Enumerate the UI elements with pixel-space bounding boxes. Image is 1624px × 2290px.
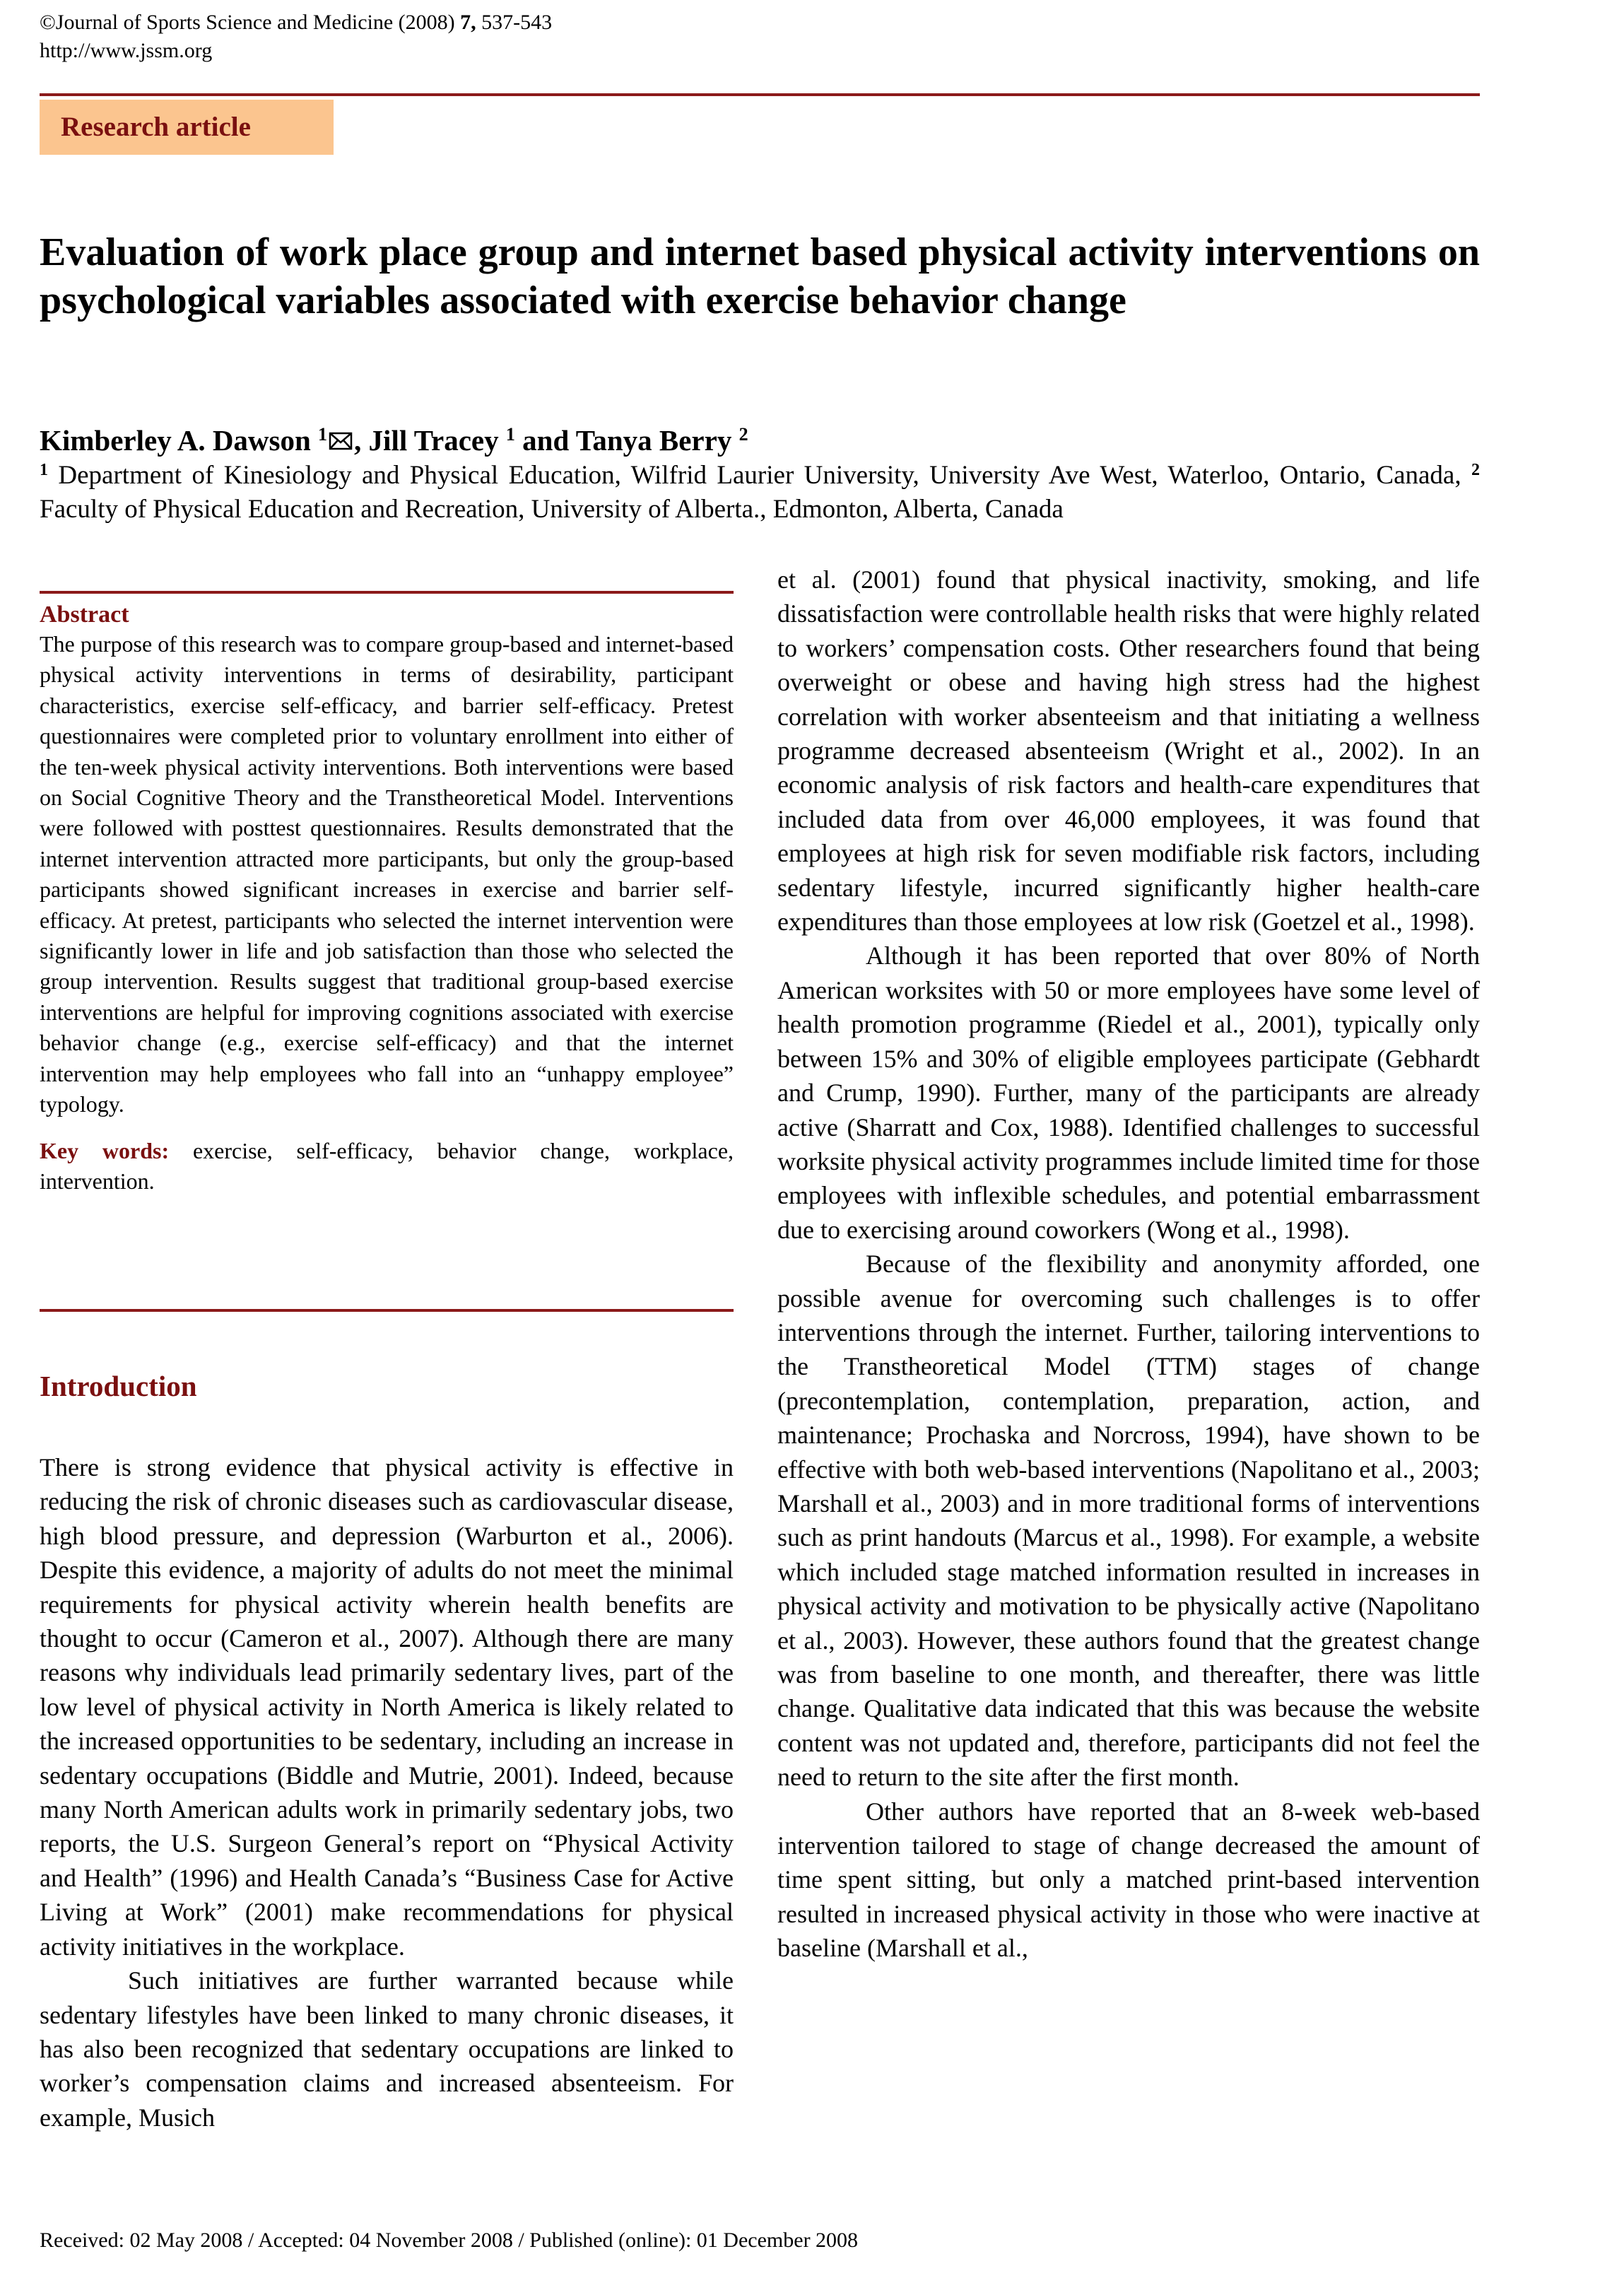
article-type-badge: Research article xyxy=(40,100,334,155)
abstract-top-rule xyxy=(40,591,734,594)
intro-paragraph-5: Because of the flexibility and anonymity afforded, one possible avenue for overcoming such challenges is to offer interventions through the internet. Further, tailoring interventions to the Transtheoretical Model (TTM) stages of change (precontemplation, contemplation, preparation, action, and maintenance; Prochaska and Norcross, 1994), have shown to be effective with both web-based interventions (Napolitano et al., 2003; Marshall et al., 2003) and in more traditional forms of interventions such as print handouts (Marcus et al., 1998). For example, a website which included stage matched information resulted in increases in physical activity and motivation to be physically active (Napolitano et al., 2003). However, these authors found that the greatest change was from baseline to one month, and thereafter, there was little change. Qualitative data indicated that this was because the website content was not updated and, therefore, participants did not feel the need to return to the site after the first month. xyxy=(777,1250,1480,1792)
author-berry: and Tanya Berry xyxy=(522,424,732,457)
author-sup: 1 xyxy=(318,424,328,445)
intro-paragraph-4: Although it has been reported that over 80% of North American worksites with 50 or more employees have some level of health promotion programme (Riedel et al., 2001), typically only between 15% and 30% of eligible employees participate (Gebhardt and Crump, 1990). Further, many of the participants are already active (Sharratt and Cox, 1988). Identified challenges to successful worksite physical activity programmes include limited time for those employees with inflexible schedules, and potential embarrassment due to exercising around coworkers (Wong et al., 1998). xyxy=(777,941,1480,1244)
header-rule xyxy=(40,93,1480,96)
introduction-heading-box xyxy=(40,1368,734,1404)
introduction-left-column xyxy=(40,1450,734,2135)
affiliation-1: Department of Kinesiology and Physical Education, Wilfrid Laurier University, University Ave West, Waterloo, Ontario, Canada, xyxy=(58,461,1461,490)
affiliation-2: Faculty of Physical Education and Recreation, University of Alberta., Edmonton, Alberta, Canada xyxy=(40,495,1064,524)
keywords xyxy=(40,1136,734,1197)
author-sup: 2 xyxy=(739,424,748,445)
publication-dates: Received: 02 May 2008 / Accepted: 04 November 2008 / Published (online): 01 December 2008 xyxy=(40,2229,859,2252)
intro-paragraph-2: Such initiatives are further warranted because while sedentary lifestyles have been linked to many chronic diseases, it has also been recognized that sedentary occupations are linked to worker’s compensation claims and increased absenteeism. For example, Musich xyxy=(40,1966,734,2132)
journal-citation xyxy=(40,8,552,37)
abstract-heading: Abstract xyxy=(40,601,129,628)
abstract-bottom-rule xyxy=(40,1309,734,1312)
journal-name: ©Journal of Sports Science and Medicine (2008) xyxy=(40,11,455,34)
author-sup: 1 xyxy=(505,424,515,445)
journal-volume: 7, xyxy=(460,11,476,34)
affiliation-sup: 2 xyxy=(1471,461,1481,479)
introduction-right-column xyxy=(777,563,1480,1966)
affiliations xyxy=(40,459,1480,527)
abstract-text: The purpose of this research was to compare group-based and internet-based physical activity interventions in terms of desirability, participant characteristics, exercise self-efficacy, and barrier self-efficacy. Pretest questionnaires were completed prior to voluntary enrollment into either of the ten-week physical activity interventions. Both interventions were based on Social Cognitive Theory and the Transtheoretical Model. Interventions were followed with posttest questionnaires. Results demonstrated that the internet intervention attracted more participants, but only the group-based participants showed significant increases in exercise and barrier self-efficacy. At pretest, participants who selected the internet intervention were significantly lower in life and job satisfaction than those who selected the group intervention. Results suggest that traditional group-based exercise interventions are helpful for improving cognitions associated with exercise behavior change (e.g., exercise self-efficacy) and that the internet intervention may help employees who fall into an “unhappy employee” typology. xyxy=(40,631,734,1117)
intro-paragraph-6: Other authors have reported that an 8-week web-based intervention tailored to stage of change decreased the amount of time spent sitting, but only a matched print-based intervention resulted in increased physical activity in those who were inactive at baseline (Marshall et al., xyxy=(777,1797,1480,1963)
keywords-text: exercise, self-efficacy, behavior change, workplace, intervention. xyxy=(40,1137,734,1194)
intro-paragraph-1: There is strong evidence that physical activity is effective in reducing the risk of chronic diseases such as cardiovascular disease, high blood pressure, and depression (Warburton et al., 2006). Despite this evidence, a majority of adults do not meet the minimal requirements for physical activity wherein health benefits are thought to occur (Cameron et al., 2007). Although there are many reasons why individuals lead primarily sedentary lives, part of the low level of physical activity in North America is likely related to the increased opportunities to be sedentary, including an increase in sedentary occupations (Biddle and Mutrie, 2001). Indeed, because many North American adults work in primarily sedentary jobs, two reports, the U.S. Surgeon General’s report on “Physical Activity and Health” (1996) and Health Canada’s “Business Case for Active Living at Work” (2001) make recommendations for physical activity initiatives in the workplace. xyxy=(40,1453,734,1961)
keywords-label: Key words: xyxy=(40,1137,170,1163)
intro-paragraph-3: et al. (2001) found that physical inactivity, smoking, and life dissatisfaction were controllable health risks that were highly related to workers’ compensation costs. Other researchers found that being overweight or obese and having high stress had the highest correlation with worker absenteeism and that initiating a wellness programme decreased absenteeism (Wright et al., 2002). In an economic analysis of risk factors and health-care expenditures that included data from over 46,000 employees, it was found that employees at high risk for seven modifiable risk factors, including sedentary lifestyle, incurred significantly higher health-care expenditures than those employees at low risk (Goetzel et al., 1998). xyxy=(777,565,1480,936)
journal-url[interactable]: http://www.jssm.org xyxy=(40,39,213,62)
journal-pages: 537-543 xyxy=(481,11,553,34)
envelope-icon[interactable] xyxy=(329,429,353,453)
author-dawson: Kimberley A. Dawson xyxy=(40,424,311,457)
article-title: Evaluation of work place group and internet based physical activity interventions on psychological variables associated with exercise behavior change xyxy=(40,230,1480,322)
author-tracey: , Jill Tracey xyxy=(354,424,499,457)
abstract-box xyxy=(40,601,734,1197)
introduction-heading: Introduction xyxy=(40,1370,197,1402)
author-list xyxy=(40,421,1480,460)
affiliation-sup: 1 xyxy=(40,461,48,479)
